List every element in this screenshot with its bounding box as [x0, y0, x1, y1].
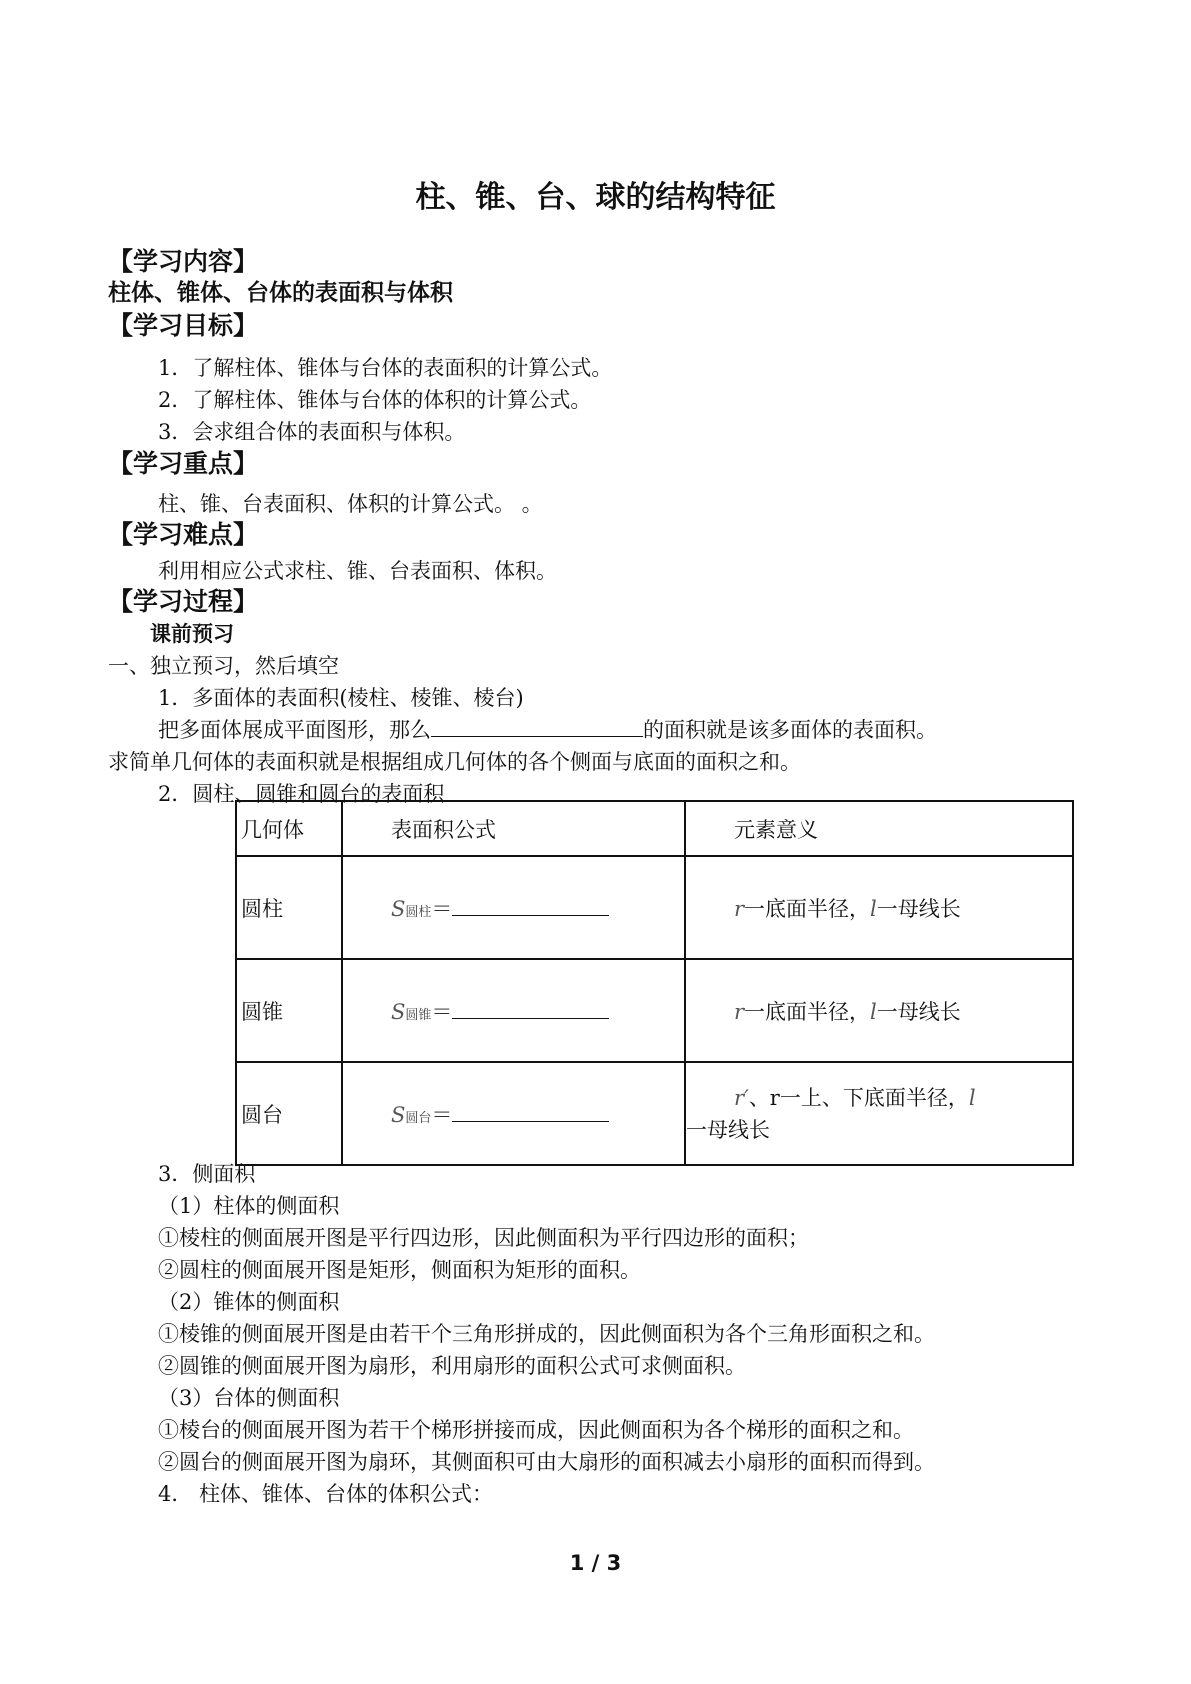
lateral-line: ②圆锥的侧面展开图为扇形，利用扇形的面积公式可求侧面积。 — [158, 1354, 746, 1378]
focus-text: 柱、锥、台表面积、体积的计算公式。 。 — [158, 492, 543, 516]
subscript: 圆台 — [405, 1110, 432, 1126]
page-title: 柱、锥、台、球的结构特征 — [415, 180, 776, 215]
meaning-cell — [685, 1062, 1073, 1165]
symbol-r: r — [734, 999, 745, 1024]
formula-cell — [342, 1062, 685, 1165]
symbol-l: l — [968, 1085, 976, 1110]
symbol-S: S — [391, 999, 406, 1024]
equals: ＝ — [431, 1102, 453, 1127]
difficulty-heading: 【学习难点】 — [108, 520, 259, 549]
process-heading: 【学习过程】 — [108, 587, 259, 616]
subscript: 圆锥 — [405, 1007, 432, 1023]
header-cell-formula: 表面积公式 — [342, 801, 685, 856]
lateral-line: ①棱锥的侧面展开图是由若干个三角形拼成的，因此侧面积为各个三角形面积之和。 — [158, 1322, 935, 1346]
difficulty-text: 利用相应公式求柱、锥、台表面积、体积。 — [158, 559, 557, 583]
surface-area-table — [235, 800, 1074, 1166]
symbol-r-prime: r′ — [734, 1085, 749, 1110]
item1-post: 的面积就是该多面体的表面积。 — [643, 718, 937, 742]
goals-heading: 【学习目标】 — [108, 311, 259, 340]
lateral-heading: 3．侧面积 — [158, 1162, 256, 1186]
meaning-text: 一底面半径， — [744, 999, 871, 1024]
formula-cell — [342, 959, 685, 1062]
meaning-text: 一母线长 — [876, 896, 961, 921]
meaning-text: 一母线长 — [876, 999, 961, 1024]
formula-blank[interactable] — [452, 1103, 609, 1122]
table-row — [236, 1062, 1073, 1165]
equals: ＝ — [431, 999, 453, 1024]
formula-blank[interactable] — [452, 897, 609, 916]
content-heading: 【学习内容】 — [108, 247, 259, 276]
lateral-line: （1）柱体的侧面积 — [158, 1194, 340, 1218]
lateral-line: （2）锥体的侧面积 — [158, 1290, 340, 1314]
symbol-l: l — [870, 999, 877, 1024]
formula-cell — [342, 856, 685, 959]
symbol-l: l — [870, 896, 877, 921]
item2-text: 2．圆柱、圆锥和圆台的表面积 — [158, 782, 445, 806]
item4-text: 4． 柱体、锥体、台体的体积公式： — [158, 1482, 494, 1506]
meaning-text: 一底面半径， — [744, 896, 871, 921]
item1-pre: 把多面体展成平面图形，那么 — [158, 718, 431, 742]
focus-heading: 【学习重点】 — [108, 449, 259, 478]
equals: ＝ — [431, 896, 453, 921]
page-number: 1 / 3 — [569, 1551, 622, 1575]
symbol-r: r — [734, 896, 745, 921]
content-text: 柱体、锥体、台体的表面积与体积 — [108, 280, 453, 306]
lateral-line: （3）台体的侧面积 — [158, 1386, 340, 1410]
table-row — [236, 959, 1073, 1062]
row-name: 圆台 — [236, 1062, 342, 1165]
goal-item: 2．了解柱体、锥体与台体的体积的计算公式。 — [158, 388, 592, 412]
table-row — [236, 856, 1073, 959]
meaning-text: 一母线长 — [686, 1117, 770, 1142]
item1-sentence — [158, 714, 937, 744]
symbol-S: S — [391, 1102, 406, 1127]
subscript: 圆柱 — [405, 904, 432, 920]
part1-text: 一、独立预习，然后填空 — [108, 654, 339, 678]
header-cell-solid: 几何体 — [236, 801, 342, 856]
meaning-cell — [685, 959, 1073, 1062]
goal-item: 3．会求组合体的表面积与体积。 — [158, 420, 466, 444]
lateral-line: ①棱柱的侧面展开图是平行四边形，因此侧面积为平行四边形的面积； — [158, 1226, 809, 1250]
lateral-line: ②圆台的侧面展开图为扇环，其侧面积可由大扇形的面积减去小扇形的面积而得到。 — [158, 1450, 935, 1474]
symbol-S: S — [391, 896, 406, 921]
lateral-line: ②圆柱的侧面展开图是矩形，侧面积为矩形的面积。 — [158, 1258, 641, 1282]
preview-heading: 课前预习 — [150, 622, 234, 646]
table-header-row — [236, 801, 1073, 856]
header-cell-meaning: 元素意义 — [685, 801, 1073, 856]
fill-blank[interactable] — [431, 716, 643, 737]
row-name: 圆锥 — [236, 959, 342, 1062]
meaning-text: 、r一上、下底面半径， — [748, 1085, 969, 1110]
lateral-line: ①棱台的侧面展开图为若干个梯形拼接而成，因此侧面积为各个梯形的面积之和。 — [158, 1418, 914, 1442]
goal-item: 1．了解柱体、锥体与台体的表面积的计算公式。 — [158, 356, 613, 380]
item1-text: 1．多面体的表面积(棱柱、棱锥、棱台) — [158, 686, 524, 710]
item1-line2: 求简单几何体的表面积就是根据组成几何体的各个侧面与底面的面积之和。 — [108, 750, 801, 774]
formula-blank[interactable] — [452, 1000, 609, 1019]
row-name: 圆柱 — [236, 856, 342, 959]
meaning-cell — [685, 856, 1073, 959]
